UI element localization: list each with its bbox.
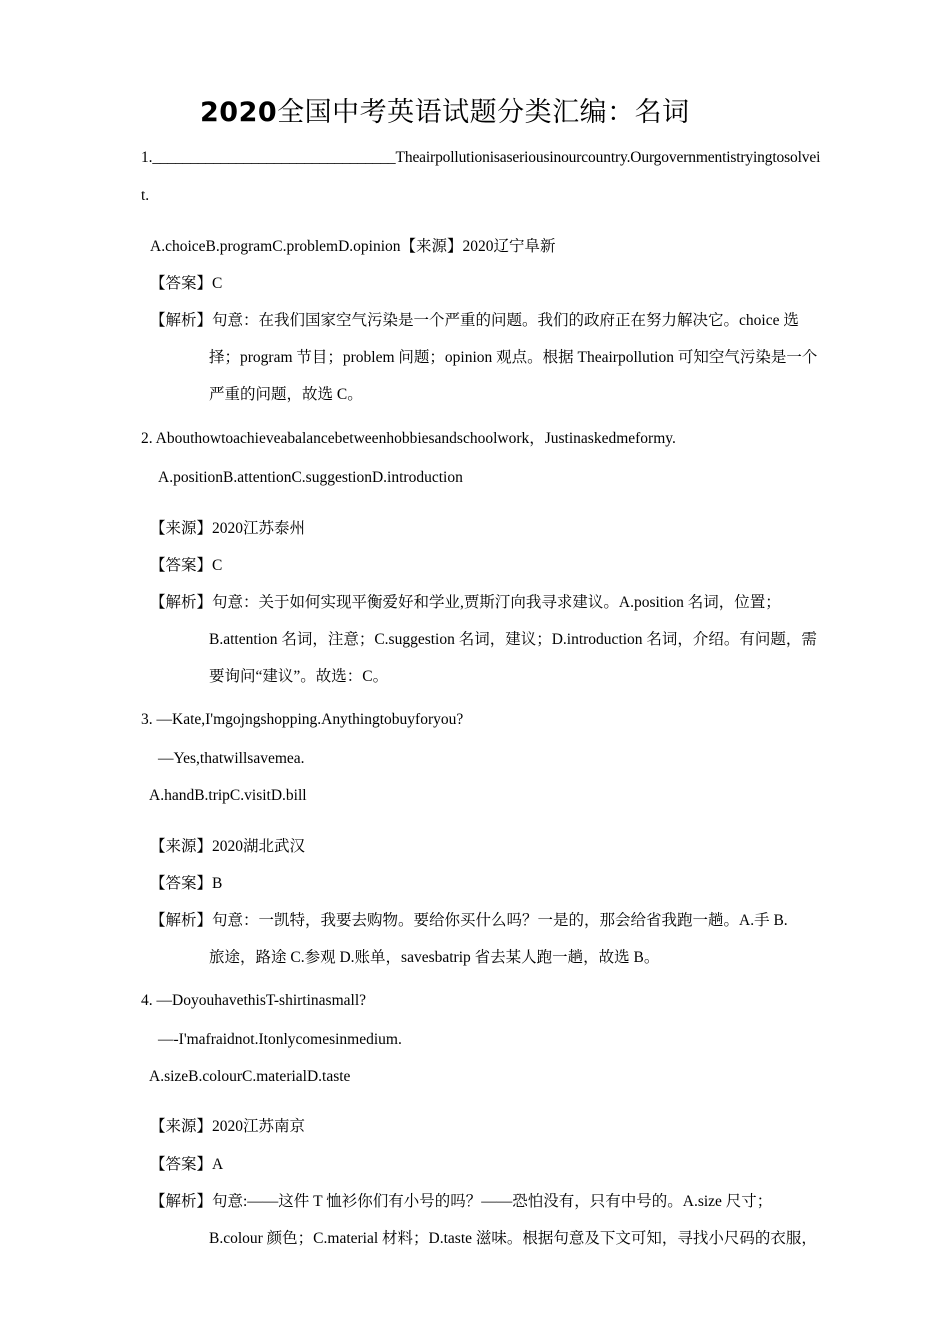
question-2-options: A.positionB.attentionC.suggestionD.introduction <box>158 469 463 486</box>
question-3-analysis-line-1: 【解析】句意：一凯特，我要去购物。要给你买什么吗？一是的，那会给省我跑一趟。A.手 B. <box>150 912 788 929</box>
title-text: 全国中考英语试题分类汇编：名词 <box>277 97 690 128</box>
question-3-analysis-line-2: 旅途，路途 C.参观 D.账单，savesbatrip 省去某人跑一趟，故选 B。 <box>209 949 660 966</box>
question-4-source: 【来源】2020江苏南京 <box>150 1118 306 1135</box>
question-4-stem-continued: —-I'mafraidnot.Itonlycomesinmedium. <box>158 1031 402 1048</box>
question-1-options: A.choiceB.programC.problemD.opinion【来源】2020辽宁阜新 <box>150 238 556 255</box>
question-4-analysis-line-2: B.colour 颜色；C.material 材料；D.taste 滋味。根据句意及下文可知，寻找小尺码的衣服， <box>209 1230 817 1247</box>
question-4-options: A.sizeB.colourC.materialD.taste <box>149 1068 351 1085</box>
question-3-answer: 【答案】B <box>150 875 223 892</box>
question-1-analysis-line-2: 择；program 节目；problem 问题；opinion 观点。根据 Theairpollution 可知空气污染是一个 <box>209 349 818 366</box>
question-3-options: A.handB.tripC.visitD.bill <box>149 787 307 804</box>
question-1-stem-continued: t. <box>141 187 150 204</box>
question-2-stem: 2. Abouthowtoachieveabalancebetweenhobbiesandschoolwork，Justinaskedmeformy. <box>141 430 676 447</box>
question-4-answer: 【答案】A <box>150 1156 224 1173</box>
question-2-analysis-line-1: 【解析】句意：关于如何实现平衡爱好和学业,贾斯汀向我寻求建议。A.position 名词，位置； <box>150 594 781 611</box>
question-1-analysis-line-3: 严重的问题，故选 C。 <box>209 386 363 403</box>
question-2-answer: 【答案】C <box>150 557 223 574</box>
question-3-stem: 3. —Kate,I'mgojngshopping.Anythingtobuyforyou? <box>141 711 464 728</box>
question-3-source: 【来源】2020湖北武汉 <box>150 838 306 855</box>
question-1-stem: 1.________________________________Theairpollutionisaseriousinourcountry.Ourgovernmentistryingtosolvei <box>141 149 821 166</box>
question-2-source: 【来源】2020江苏泰州 <box>150 520 306 537</box>
question-3-stem-continued: —Yes,thatwillsavemea. <box>158 750 305 767</box>
question-1-analysis-line-1: 【解析】句意：在我们国家空气污染是一个严重的问题。我们的政府正在努力解决它。choice 选 <box>150 312 799 329</box>
question-4-analysis-line-1: 【解析】句意:——这件 T 恤衫你们有小号的吗？——恐怕没有，只有中号的。A.size 尺寸； <box>150 1193 773 1210</box>
question-2-analysis-line-2: B.attention 名词，注意；C.suggestion 名词，建议；D.introduction 名词，介绍。有问题，需 <box>209 631 817 648</box>
title-year: 2020 <box>200 97 278 128</box>
question-4-stem: 4. —DoyouhavethisT-shirtinasmall? <box>141 992 367 1009</box>
question-1-answer: 【答案】C <box>150 275 223 292</box>
document-title <box>200 90 690 129</box>
question-2-analysis-line-3: 要询问“建议”。故选：C。 <box>209 668 389 685</box>
